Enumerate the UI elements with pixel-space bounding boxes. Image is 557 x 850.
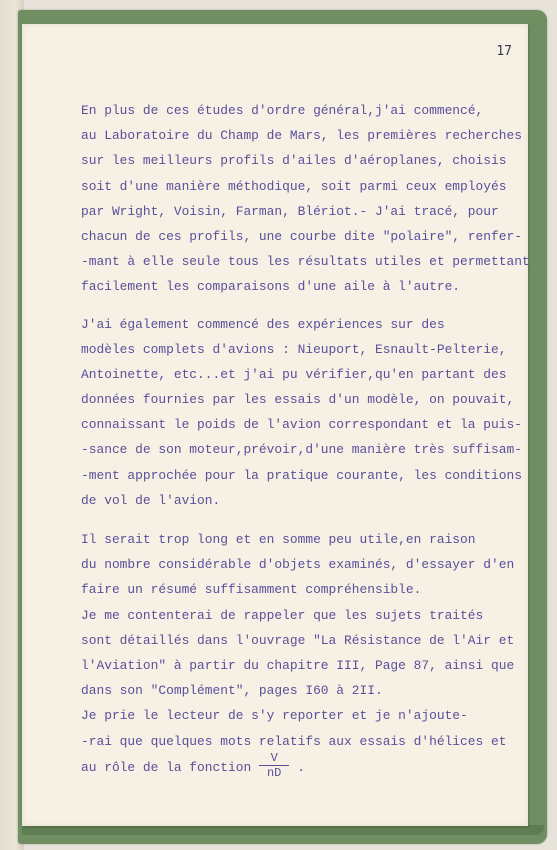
text-line: En plus de ces études d'ordre général,j'ai commencé, [81,103,484,118]
fraction-denominator: nD [266,765,282,780]
text-line: -ment approchée pour la pratique courante, les conditions [81,467,522,483]
text-line: Je me contenterai de rappeler que les sujets traités [81,607,484,623]
paragraph-2 [81,312,527,514]
typed-page [22,24,528,826]
sentence-period: . [297,759,305,775]
final-line-text: au rôle de la fonction [81,759,252,775]
text-line: modèles complets d'avions : Nieuport, Esnault-Pelterie, [81,341,507,357]
text-line: faire un résumé suffisamment compréhensible. [81,582,422,598]
text-line: -rai que quelques mots relatifs aux essais d'hélices et [81,733,507,749]
text-line: Antoinette, etc...et j'ai pu vérifier,qu'en partant des [81,366,507,382]
text-line: -sance de son moteur,prévoir,d'une manière très suffisam- [81,442,522,458]
text-line: -mant à elle seule tous les résultats utiles et permettant [81,254,530,270]
text-line: sur les meilleurs profils d'ailes d'aéroplanes, choisis [81,153,507,169]
text-line: par Wright, Voisin, Farman, Blériot.- J'ai tracé, pour [81,203,499,219]
text-line: connaissant le poids de l'avion correspondant et la puis- [81,417,522,433]
text-line: J'ai également commencé des expériences sur des [81,316,445,332]
text-line: de vol de l'avion. [81,492,221,508]
page-number: 17 [496,44,512,59]
paragraph-spacer [81,300,527,312]
text-line: données fournies par les essais d'un modèle, on pouvait, [81,392,515,408]
paragraph-1 [81,98,530,300]
fraction-numerator: V [270,750,278,765]
text-line: l'Aviation" à partir du chapitre III, Page 87, ainsi que [81,657,515,673]
text-line: sont détaillés dans l'ouvrage "La Résistance de l'Air et [81,632,515,648]
text-line: facilement les comparaisons d'une aile à l'autre. [81,279,461,295]
fraction-formula [259,752,289,779]
text-line: du nombre considérable d'objets examinés, d'essayer d'en [81,557,515,573]
text-line: Il serait trop long et en somme peu utile,en raison [81,532,476,547]
text-line: dans son "Complément", pages I60 à 2II. [81,683,383,699]
text-line: Je prie le lecteur de s'y reporter et je n'ajoute- [81,708,468,724]
binder-cover-edge [22,825,544,835]
text-line: chacun de ces profils, une courbe dite "polaire", renfer- [81,228,522,244]
paragraph-3 [81,527,527,779]
text-line: soit d'une manière méthodique, soit parmi ceux employés [81,178,507,194]
paragraph-spacer [81,513,527,527]
final-text-line [81,750,527,780]
text-line: au Laboratoire du Champ de Mars, les premières recherches [81,128,522,144]
typed-text-body [81,98,530,780]
